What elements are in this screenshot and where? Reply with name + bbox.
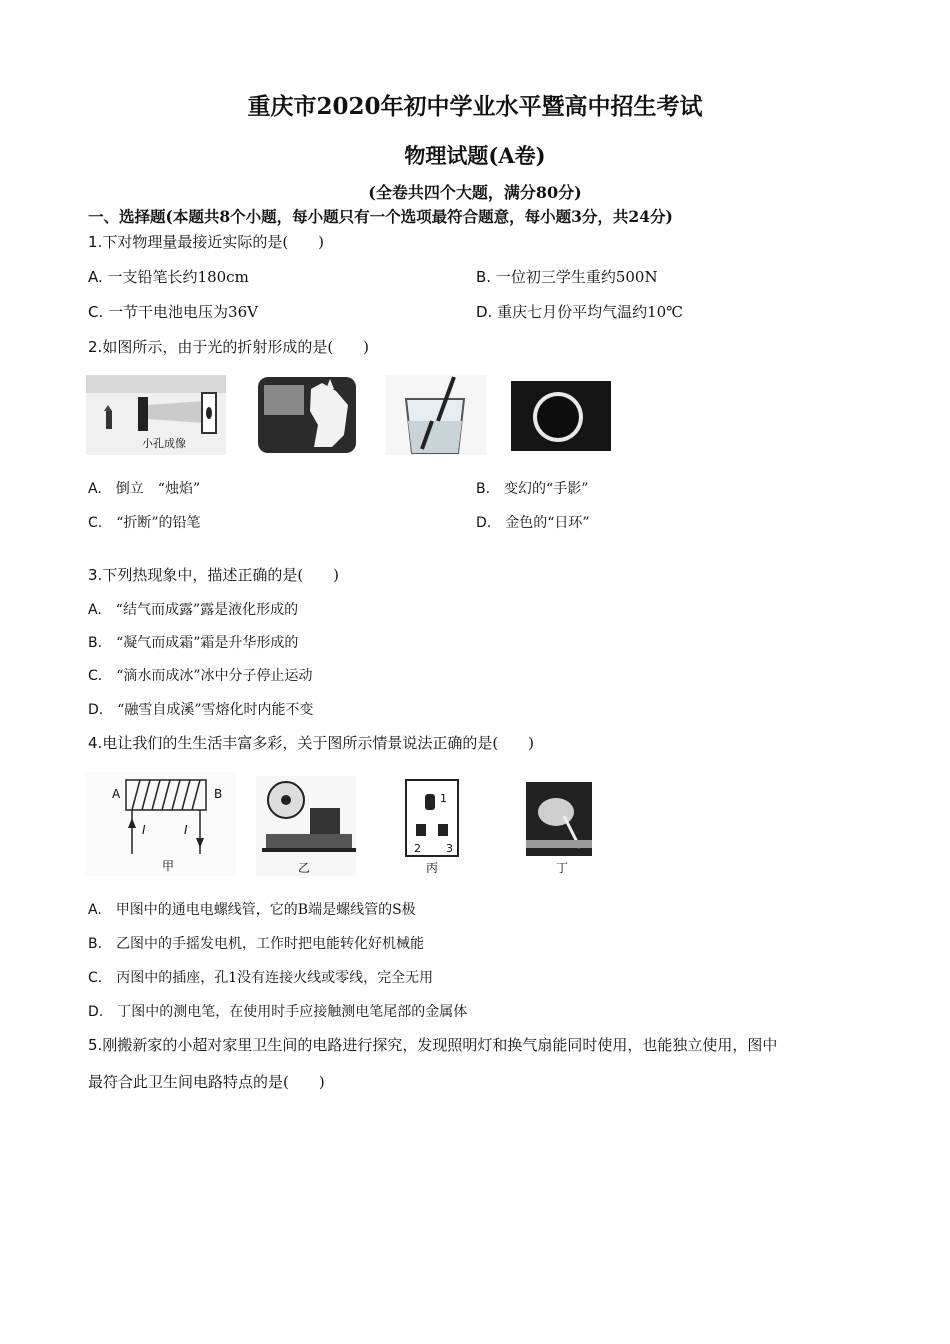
option-text: 一节干电池电压为36V: [108, 303, 258, 321]
option-key: C.: [88, 303, 104, 321]
option-text: 一支铅笔长约180cm: [107, 268, 249, 286]
q4-option-d: [88, 1001, 467, 1021]
option-text: 变幻的“手影”: [504, 481, 589, 497]
hole-1-label: 1: [440, 792, 447, 805]
option-key: D.: [476, 303, 493, 321]
question-stem: 下列热现象中，描述正确的是( ): [102, 566, 340, 584]
option-key: B.: [88, 936, 103, 952]
option-text: “结气而成露”露是液化形成的: [115, 602, 299, 618]
q1-option-b: [476, 266, 658, 287]
question-number: 5.: [88, 1036, 103, 1054]
option-key: A.: [88, 902, 102, 918]
end-b-label: B: [214, 787, 223, 801]
option-key: C.: [88, 515, 103, 531]
option-text: “滴水而成冰”冰中分子停止运动: [116, 668, 313, 684]
fig-yi-label: 乙: [298, 861, 311, 875]
q2-option-a: [88, 478, 200, 498]
q1-option-c: [88, 301, 258, 322]
option-key: A.: [88, 602, 102, 618]
fig-bing-label: 丙: [426, 861, 439, 875]
q2-figure: [86, 375, 611, 455]
q1-option-d: [476, 301, 683, 322]
option-key: C.: [88, 668, 103, 684]
question-stem: 如图所示，由于光的折射形成的是( ): [102, 338, 370, 356]
q2-option-d: [476, 512, 590, 532]
hole-3-label: 3: [446, 842, 453, 855]
q4-option-c: [88, 967, 433, 987]
option-text: 丁图中的测电笔，在使用时手应接触测电笔尾部的金属体: [117, 1004, 468, 1020]
q4-option-b: [88, 933, 424, 953]
option-text: 重庆七月份平均气温约10℃: [497, 303, 683, 321]
question-stem: 电让我们的生生活丰富多彩，关于图所示情景说法正确的是( ): [102, 734, 535, 752]
question-2: [88, 336, 369, 357]
current-label: I: [142, 823, 146, 837]
fig-ding-label: 丁: [556, 861, 569, 875]
option-text: 丙图中的插座，孔1没有连接火线或零线，完全无用: [116, 970, 434, 986]
current-label: I: [184, 823, 188, 837]
q3-option-c: [88, 665, 313, 685]
option-key: B.: [476, 481, 491, 497]
option-key: D.: [88, 702, 104, 718]
question-stem: 下对物理量最接近实际的是( ): [102, 233, 325, 251]
option-text: 甲图中的通电电螺线管，它的B端是螺线管的S极: [115, 902, 416, 918]
q3-option-b: [88, 632, 298, 652]
option-key: B.: [476, 268, 492, 286]
solenoid-image: [86, 772, 236, 876]
question-number: 2.: [88, 338, 103, 356]
option-text: 一位初三学生重约500N: [495, 268, 658, 286]
q2-option-b: [476, 478, 588, 498]
q3-option-d: [88, 699, 314, 719]
exam-subtitle: 物理试题(A卷): [404, 143, 546, 168]
option-key: D.: [88, 1004, 104, 1020]
question-number: 3.: [88, 566, 103, 584]
question-5: [88, 1034, 777, 1055]
q2-option-c: [88, 512, 201, 532]
option-text: “凝气而成霜”霜是升华形成的: [116, 635, 299, 651]
question-3: [88, 564, 339, 585]
option-text: 乙图中的手摇发电机，工作时把电能转化好机械能: [116, 936, 425, 952]
option-text: 倒立 “烛焰”: [115, 481, 201, 497]
end-a-label: A: [112, 787, 121, 801]
q3-option-a: [88, 599, 298, 619]
exam-title: 重庆市2020年初中学业水平暨高中招生考试: [247, 93, 703, 120]
question-number: 4.: [88, 734, 103, 752]
question-number: 1.: [88, 233, 103, 251]
hole-2-label: 2: [414, 842, 421, 855]
question-4: [88, 732, 534, 753]
generator-image: [256, 776, 356, 876]
exam-note: (全卷共四个大题，满分80分): [368, 183, 582, 202]
option-key: C.: [88, 970, 103, 986]
option-text: 金色的“日环”: [505, 515, 590, 531]
option-key: A.: [88, 268, 103, 286]
q4-option-a: [88, 899, 416, 919]
q1-option-a: [88, 266, 249, 287]
question-1: [88, 231, 324, 252]
question-stem-line1: 刚搬新家的小超对家里卫生间的电路进行探究，发现照明灯和换气扇能同时使用，也能独立使用，图中: [102, 1036, 778, 1054]
pencil-glass-image: [386, 375, 486, 455]
hand-shadow-image: [258, 377, 356, 453]
option-key: B.: [88, 635, 103, 651]
section-heading: 一、选择题(本题共8个小题，每小题只有一个选项最符合题意，每小题3分，共24分): [88, 207, 673, 226]
eclipse-image: [511, 381, 611, 451]
option-key: A.: [88, 481, 102, 497]
pinhole-label: 小孔成像: [142, 437, 186, 450]
option-key: D.: [476, 515, 492, 531]
question-5-line2: 最符合此卫生间电路特点的是( ): [88, 1073, 325, 1091]
test-pen-image: [526, 782, 592, 875]
socket-image: [406, 780, 458, 875]
fig-jia-label: 甲: [162, 859, 175, 873]
option-text: “折断”的铅笔: [116, 515, 201, 531]
pinhole-image: [86, 375, 226, 455]
option-text: “融雪自成溪”雪熔化时内能不变: [117, 702, 314, 718]
q4-figure: [86, 772, 611, 876]
